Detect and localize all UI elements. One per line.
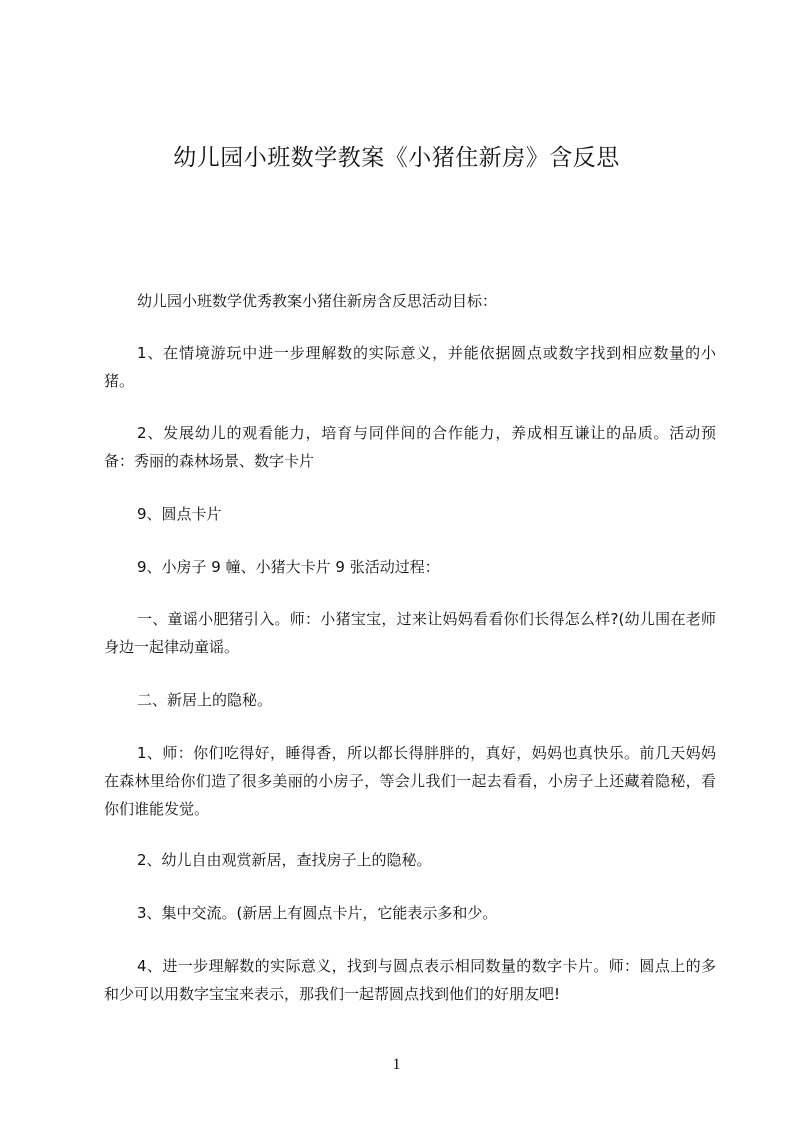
paragraph-step-2-2: 2、幼儿自由观赏新居，查找房子上的隐秘。 — [137, 851, 432, 869]
paragraph-goal-1: 1、在情境游玩中进一步理解数的实际意义，并能依据圆点或数字找到相应数量的小猪。 — [104, 344, 716, 390]
paragraph-goal-2: 2、发展幼儿的观看能力，培育与同伴间的合作能力，养成相互谦让的品质。活动预备：秀丽的森林场景、数字卡片 — [104, 424, 716, 470]
document-title: 幼儿园小班数学教案《小猪住新房》含反思 — [173, 145, 620, 171]
paragraph-step-2-3: 3、集中交流。(新居上有圆点卡片，它能表示多和少。 — [137, 904, 498, 922]
paragraph-dot-cards: 9、圆点卡片 — [137, 505, 222, 523]
paragraph-step-2-heading: 二、新居上的隐秘。 — [137, 691, 273, 709]
page-number: 1 — [392, 1056, 401, 1073]
paragraph-step-1: 一、童谣小肥猪引入。师：小猪宝宝，过来让妈妈看看你们长得怎么样?(幼儿围在老师身边一起律动童谣。 — [104, 610, 716, 656]
paragraph-houses: 9、小房子 9 幢、小猪大卡片 9 张活动过程： — [137, 558, 440, 576]
paragraph-step-2-1: 1、师：你们吃得好，睡得香，所以都长得胖胖的，真好，妈妈也真快乐。前几天妈妈在森林里给你们造了很多美丽的小房子，等会儿我们一起去看看，小房子上还藏着隐秘，看你们谁能发觉。 — [104, 744, 716, 818]
paragraph-intro: 幼儿园小班数学优秀教案小猪住新房含反思活动目标： — [137, 292, 498, 310]
paragraph-step-2-4: 4、进一步理解数的实际意义，找到与圆点表示相同数量的数字卡片。师：圆点上的多和少可以用数字宝宝来表示，那我们一起帮圆点找到他们的好朋友吧! — [104, 957, 716, 1003]
